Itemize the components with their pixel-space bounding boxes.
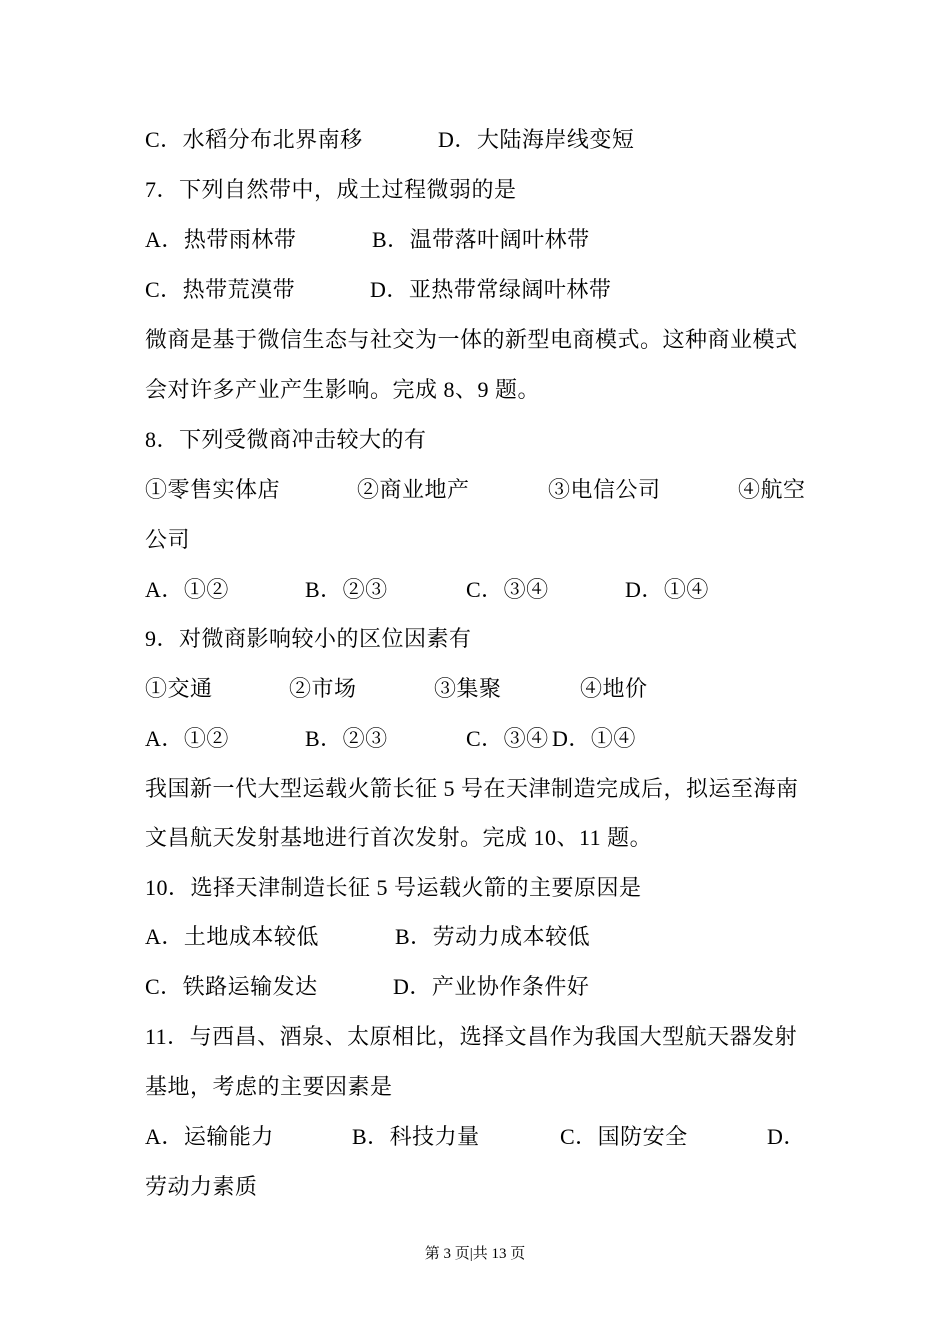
q7-options-cd	[0, 275, 950, 305]
q9-stem	[0, 624, 950, 654]
page-footer: 第 3 页|共 13 页	[424, 1246, 526, 1262]
question-text: 基地，考虑的主要因素是	[145, 1074, 393, 1099]
option-d: D．大陆海岸线变短	[438, 127, 635, 152]
option-a: A．运输能力	[145, 1124, 274, 1149]
q7-options-ab	[0, 225, 950, 255]
q11-stem	[0, 1022, 950, 1052]
option-b: B．②③	[305, 577, 388, 602]
option-a: A．土地成本较低	[145, 924, 319, 949]
option-d-text: 劳动力素质	[145, 1174, 258, 1199]
option-b: B．科技力量	[352, 1124, 480, 1149]
option-c: C．铁路运输发达	[145, 974, 318, 999]
passage-text: 文昌航天发射基地进行首次发射。完成 10、11 题。	[145, 825, 653, 850]
question-text: 10．选择天津制造长征 5 号运载火箭的主要原因是	[145, 875, 642, 900]
item-4-cont: 公司	[145, 527, 191, 552]
item-4: ④航空	[738, 477, 806, 502]
question-text: 8．下列受微商冲击较大的有	[145, 427, 427, 452]
q9-items	[0, 674, 950, 704]
item-1: ①零售实体店	[145, 477, 281, 502]
option-a: A．①②	[145, 726, 229, 751]
item-2: ②商业地产	[357, 477, 470, 502]
question-text: 9．对微商影响较小的区位因素有	[145, 626, 472, 651]
q11-options-cont	[0, 1172, 950, 1202]
passage-line	[0, 774, 950, 804]
q10-options-ab	[0, 922, 950, 952]
passage-line	[0, 823, 950, 853]
q8-stem	[0, 425, 950, 455]
question-text: 11．与西昌、酒泉、太原相比，选择文昌作为我国大型航天器发射	[145, 1024, 798, 1049]
option-d: D．亚热带常绿阔叶林带	[370, 277, 612, 302]
passage-line	[0, 375, 950, 405]
passage-text: 会对许多产业产生影响。完成 8、9 题。	[145, 377, 541, 402]
item-3: ③电信公司	[548, 477, 661, 502]
q8-items	[0, 475, 950, 505]
q11-stem-cont	[0, 1072, 950, 1102]
item-2: ②市场	[289, 676, 357, 701]
passage-line	[0, 325, 950, 355]
option-c: C．③④	[466, 726, 549, 751]
option-d: D．产业协作条件好	[393, 974, 590, 999]
option-b: B．②③	[305, 726, 388, 751]
option-b: B．温带落叶阔叶林带	[372, 227, 590, 252]
q6-options-cd	[0, 125, 950, 155]
q10-options-cd	[0, 972, 950, 1002]
item-4: ④地价	[580, 676, 648, 701]
q8-items-cont	[0, 525, 950, 555]
option-b: B．劳动力成本较低	[395, 924, 591, 949]
q7-stem	[0, 175, 950, 205]
q10-stem	[0, 873, 950, 903]
option-c: C．热带荒漠带	[145, 277, 296, 302]
option-a: A．①②	[145, 577, 229, 602]
option-a: A．热带雨林带	[145, 227, 297, 252]
option-c: C．国防安全	[560, 1124, 688, 1149]
option-d: D．①④	[552, 726, 636, 751]
option-c: C．③④	[466, 577, 549, 602]
option-d: D．①④	[625, 577, 709, 602]
item-3: ③集聚	[434, 676, 502, 701]
q11-options	[0, 1122, 950, 1152]
question-text: 7．下列自然带中，成土过程微弱的是	[145, 177, 517, 202]
option-c: C．水稻分布北界南移	[145, 127, 363, 152]
item-1: ①交通	[145, 676, 213, 701]
passage-text: 微商是基于微信生态与社交为一体的新型电商模式。这种商业模式	[145, 327, 798, 352]
option-d: D．	[767, 1124, 806, 1149]
q8-options	[0, 575, 950, 605]
passage-text: 我国新一代大型运载火箭长征 5 号在天津制造完成后，拟运至海南	[145, 776, 799, 801]
q9-options	[0, 724, 950, 754]
